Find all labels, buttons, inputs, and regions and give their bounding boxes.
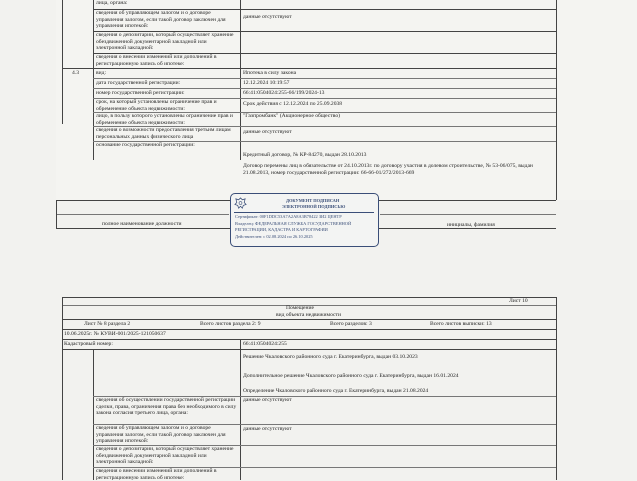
row-divider: [62, 349, 556, 350]
term-value: Срок действия с 12.12.2024 по 25.09.2038: [243, 101, 343, 107]
reg-date-value: 12.12.2024 10:19:57: [243, 80, 290, 86]
stamp-divider: [234, 212, 374, 213]
electronic-signature-stamp: [230, 193, 379, 247]
object-subheading: вид объекта недвижимости: [276, 312, 341, 318]
stamp-owner: Владелец: ФЕДЕРАЛЬНАЯ СЛУЖБА ГОСУДАРСТВЕННОЙ: [235, 221, 352, 226]
basis-label: основание государственной регистрации:: [96, 142, 195, 148]
pledge-manager-label: сведения об управляющем залогом и о договоре управления залогом, если такой договор заключен для управления ипотекой:: [96, 10, 226, 30]
row-divider: [62, 339, 556, 340]
row-divider: [62, 329, 556, 330]
basis-value-contract: Договор перемены лиц в обязательстве от 24.10.2013г. по договору участия в долевом строительстве, № 53-06/075, выдан 21.08.2013, номер государственной регистрации: 66-66-01/272/2013-669: [243, 163, 533, 176]
changes-label: сведения о внесении изменений или дополнений в регистрационную запись об ипотеке:: [96, 468, 217, 481]
third-party-consent-label: сведения об осуществлении государственной регистрации сделки, права, ограничения права без необходимого в силу закона согласия третьего лица, органа:: [96, 397, 237, 417]
encumbrance-type-label: вид:: [96, 70, 107, 76]
reg-number-label: номер государственной регистрации:: [96, 90, 185, 96]
court-additional-decision: Дополнительное решение Чкаловского районного суда г. Екатеринбурга, выдан 16.01.2024: [243, 373, 459, 379]
stamp-subtitle: ЭЛЕКТРОННОЙ ПОДПИСЬЮ: [282, 204, 346, 209]
beneficiary-label: лицо, в пользу которого установлены ограничение прав и обременение объекта недвижимости:: [96, 113, 233, 126]
depositary-label: сведения о депозитарии, который осуществляет хранение обездвиженной документарной закладной или электронной закладной:: [96, 446, 234, 466]
encumbrance-type-value: Ипотека в силу закона: [243, 70, 297, 76]
signature-position-label: полное наименование должности: [102, 221, 182, 227]
table-border-left: [62, 0, 63, 124]
third-party-consent-value: данные отсутствуют: [243, 397, 292, 403]
stamp-owner-continued: РЕГИСТРАЦИИ, КАДАСТРА И КАРТОГРАФИИ: [235, 227, 328, 232]
cadastral-value: 66:41:0504024:255: [243, 341, 287, 347]
pledge-manager-value: данные отсутствуют: [243, 426, 292, 432]
row-divider: [62, 68, 556, 69]
changes-label: сведения о внесении изменений или дополнений в регистрационную запись об ипотеке:: [96, 54, 217, 67]
table-border-left: [56, 200, 57, 228]
stamp-certificate: Сертификат: 00F1DDC53A7A2A8A3B78422 ЗИ2 ЦЕНТР: [235, 214, 342, 219]
encumbrance-number: 4.3: [72, 70, 79, 76]
cadastral-label: Кадастровый номер:: [64, 341, 113, 347]
table-column-divider: [93, 0, 94, 160]
table-column-divider: [240, 339, 241, 480]
table-column-divider: [240, 0, 241, 160]
reg-date-label: дата государственной регистрации:: [96, 80, 181, 86]
signature-line: [56, 214, 229, 215]
pledge-manager-label: сведения об управляющем залогом и о договоре управления залогом, если такой договор заключен для управления ипотекой:: [96, 425, 226, 445]
coat-of-arms-icon: [234, 197, 247, 210]
basis-value-credit: Кредитный договор, № КР-84270, выдан 28.10.2013: [243, 152, 367, 158]
object-heading: Помещение: [286, 305, 315, 311]
sheet-of-section: Лист № 8 раздела 2: [84, 321, 131, 327]
court-decision: Решение Чкаловского районного суда г. Екатеринбурга, выдан 03.10.2023: [243, 354, 418, 360]
court-ruling: Определение Чкаловского районного суда г. Екатеринбурга, выдан 21.08.2024: [243, 388, 429, 394]
row-divider: [62, 297, 556, 298]
row-divider: [93, 88, 556, 89]
total-sheets: Всего листов выписки: 13: [430, 321, 492, 327]
signature-line: [380, 214, 556, 215]
sheet-number: Лист 10: [509, 298, 528, 304]
total-sheets-section: Всего листов раздела 2: 9: [200, 321, 261, 327]
term-label: срок, на который установлены ограничение прав и обременение объекта недвижимости:: [96, 99, 217, 112]
statement-number: 10.06.2025г. № КУВИ-001/2025-121050637: [64, 331, 166, 337]
table-border-left: [62, 297, 63, 480]
third-party-label: сведения о возможности предоставления третьим лицам персональных данных физического лица: [96, 127, 231, 140]
pledge-manager-value: данные отсутствуют: [243, 14, 292, 20]
stamp-validity: Действителен: с 02.08.2024 по 26.10.2025: [235, 234, 313, 239]
signature-name-label: инициалы, фамилия: [447, 222, 495, 228]
table-border-right: [556, 0, 557, 200]
row-divider: [93, 78, 556, 79]
row-label-clipped: лица, органа:: [96, 0, 128, 6]
total-sections: Всего разделов: 3: [330, 321, 372, 327]
table-border-right: [556, 297, 557, 480]
stamp-title: ДОКУМЕНТ ПОДПИСАН: [286, 198, 340, 203]
reg-number-value: 66:41:0504024:255-66/199/2024-13: [243, 90, 325, 96]
beneficiary-value: "Газпромбанк" (Акционерное общество): [243, 113, 340, 119]
depositary-label: сведения о депозитарии, который осуществляет хранение обездвиженной документарной закладной или электронной закладной:: [96, 32, 234, 52]
table-column-divider: [93, 349, 94, 480]
row-divider: [62, 319, 556, 320]
third-party-value: данные отсутствуют: [243, 129, 292, 135]
